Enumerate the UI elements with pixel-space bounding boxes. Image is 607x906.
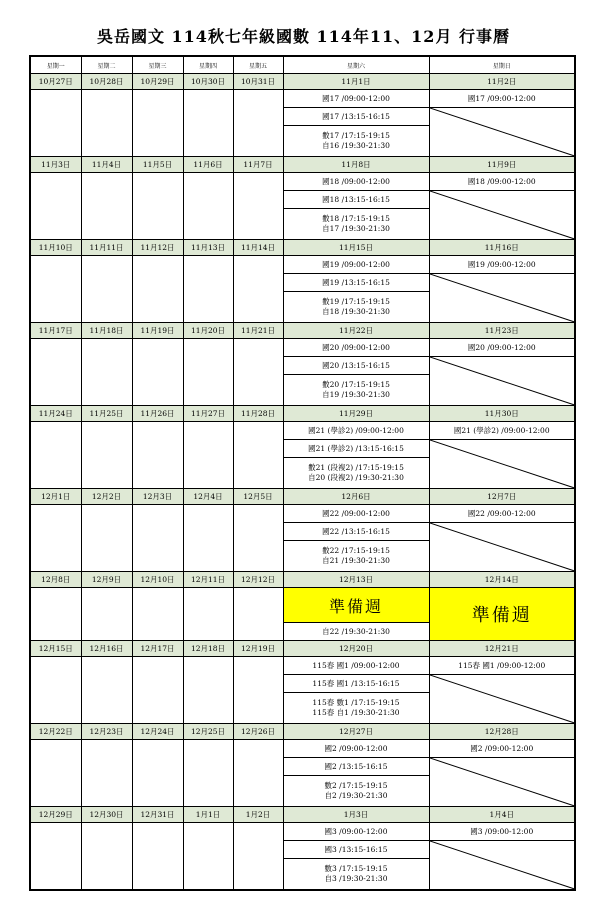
week-date-row (30, 240, 575, 256)
week-date-row (30, 489, 575, 505)
week-date-row (30, 323, 575, 339)
class-session: 國22 /13:15-16:15 (283, 523, 429, 541)
class-session: 115春 數1 /17:15-19:15 (312, 698, 400, 707)
week-date-row (30, 807, 575, 823)
date-cell-wed: 11月12日 (132, 240, 183, 256)
class-session: 自17 /19:30-21:30 (322, 224, 390, 233)
date-cell-wed: 12月10日 (132, 572, 183, 588)
class-session: 自2 /19:30-21:30 (324, 791, 388, 800)
date-cell-tue: 11月25日 (81, 406, 132, 422)
class-session: 國22 /09:00-12:00 (283, 505, 429, 523)
week-row (30, 90, 575, 108)
week-date-row (30, 572, 575, 588)
date-cell-sun: 11月16日 (429, 240, 575, 256)
date-cell-tue: 12月30日 (81, 807, 132, 823)
date-cell-tue: 11月11日 (81, 240, 132, 256)
empty-day-cell (81, 173, 132, 240)
week-row (30, 823, 575, 841)
empty-day-cell (233, 505, 283, 572)
empty-day-cell (30, 588, 81, 641)
date-cell-wed: 11月19日 (132, 323, 183, 339)
week-row (30, 173, 575, 191)
empty-day-cell (81, 823, 132, 891)
date-cell-mon: 12月15日 (30, 641, 81, 657)
class-session: 數21 (段複2) /17:15-19:15 (308, 463, 404, 472)
empty-day-cell (183, 588, 233, 641)
date-cell-wed: 12月31日 (132, 807, 183, 823)
week-row (30, 339, 575, 357)
date-cell-thu: 11月27日 (183, 406, 233, 422)
no-class-cell (429, 357, 575, 406)
date-cell-thu: 12月11日 (183, 572, 233, 588)
date-cell-sat: 11月15日 (283, 240, 429, 256)
class-session: 國3 /09:00-12:00 (283, 823, 429, 841)
class-session: 115春 國1 /13:15-16:15 (283, 675, 429, 693)
date-cell-mon: 12月29日 (30, 807, 81, 823)
empty-day-cell (233, 256, 283, 323)
date-cell-sun: 11月2日 (429, 74, 575, 90)
week-row (30, 588, 575, 623)
class-session-sunday: 國19 /09:00-12:00 (429, 256, 575, 274)
date-cell-tue: 11月4日 (81, 157, 132, 173)
empty-day-cell (132, 339, 183, 406)
date-cell-fri: 12月26日 (233, 724, 283, 740)
empty-day-cell (30, 740, 81, 807)
empty-day-cell (183, 740, 233, 807)
week-row (30, 256, 575, 274)
date-cell-sun: 11月9日 (429, 157, 575, 173)
date-cell-tue: 10月28日 (81, 74, 132, 90)
date-cell-thu: 11月13日 (183, 240, 233, 256)
empty-day-cell (183, 823, 233, 891)
empty-day-cell (132, 588, 183, 641)
empty-day-cell (183, 505, 233, 572)
empty-day-cell (183, 173, 233, 240)
empty-day-cell (183, 339, 233, 406)
class-session: 國17 /09:00-12:00 (283, 90, 429, 108)
date-cell-sat: 11月29日 (283, 406, 429, 422)
class-session: 國18 /13:15-16:15 (283, 191, 429, 209)
class-session: 數3 /17:15-19:15 (324, 864, 388, 873)
date-cell-mon: 11月3日 (30, 157, 81, 173)
empty-day-cell (30, 823, 81, 891)
empty-day-cell (30, 339, 81, 406)
empty-day-cell (30, 173, 81, 240)
class-session: 國21 (學診2) /13:15-16:15 (283, 440, 429, 458)
class-session: 數2 /17:15-19:15 (324, 781, 388, 790)
empty-day-cell (30, 422, 81, 489)
date-cell-tue: 12月9日 (81, 572, 132, 588)
date-cell-mon: 10月27日 (30, 74, 81, 90)
date-cell-wed: 12月3日 (132, 489, 183, 505)
no-class-cell (429, 675, 575, 724)
empty-day-cell (183, 422, 233, 489)
date-cell-mon: 12月22日 (30, 724, 81, 740)
empty-day-cell (30, 256, 81, 323)
diagonal-slash (430, 108, 575, 156)
class-session: 自19 /19:30-21:30 (322, 390, 390, 399)
date-cell-sat: 11月1日 (283, 74, 429, 90)
date-cell-thu: 12月4日 (183, 489, 233, 505)
class-session: 數17 /17:15-19:15 (322, 131, 390, 140)
class-session-pair (283, 541, 429, 572)
class-session: 115春 自1 /19:30-21:30 (312, 708, 400, 717)
class-session: 數20 /17:15-19:15 (322, 380, 390, 389)
class-session-pair (283, 375, 429, 406)
diagonal-slash (430, 841, 575, 889)
week-date-row (30, 157, 575, 173)
date-cell-fri: 11月21日 (233, 323, 283, 339)
class-session-sunday: 國2 /09:00-12:00 (429, 740, 575, 758)
date-cell-mon: 12月8日 (30, 572, 81, 588)
class-session: 115春 國1 /09:00-12:00 (283, 657, 429, 675)
class-session-pair (283, 693, 429, 724)
date-cell-mon: 11月24日 (30, 406, 81, 422)
header-sunday: 星期日 (429, 56, 575, 74)
empty-day-cell (81, 422, 132, 489)
week-row (30, 505, 575, 523)
empty-day-cell (30, 657, 81, 724)
no-class-cell (429, 191, 575, 240)
empty-day-cell (132, 90, 183, 157)
date-cell-wed: 12月24日 (132, 724, 183, 740)
date-cell-wed: 11月26日 (132, 406, 183, 422)
header-monday: 星期一 (30, 56, 81, 74)
no-class-cell (429, 108, 575, 157)
class-session: 國2 /09:00-12:00 (283, 740, 429, 758)
empty-day-cell (81, 256, 132, 323)
class-session: 國20 /13:15-16:15 (283, 357, 429, 375)
empty-day-cell (30, 505, 81, 572)
header-friday: 星期五 (233, 56, 283, 74)
date-cell-tue: 11月18日 (81, 323, 132, 339)
no-class-cell (429, 841, 575, 891)
empty-day-cell (132, 823, 183, 891)
diagonal-slash (430, 523, 575, 571)
empty-day-cell (30, 90, 81, 157)
date-cell-fri: 11月28日 (233, 406, 283, 422)
class-session: 自22 /19:30-21:30 (283, 623, 429, 641)
date-cell-fri: 12月12日 (233, 572, 283, 588)
date-cell-fri: 11月7日 (233, 157, 283, 173)
class-session: 國2 /13:15-16:15 (283, 758, 429, 776)
class-session: 自3 /19:30-21:30 (324, 874, 388, 883)
date-cell-sun: 1月4日 (429, 807, 575, 823)
header-saturday: 星期六 (283, 56, 429, 74)
empty-day-cell (81, 339, 132, 406)
empty-day-cell (132, 173, 183, 240)
date-cell-sat: 12月6日 (283, 489, 429, 505)
empty-day-cell (132, 740, 183, 807)
class-session: 自16 /19:30-21:30 (322, 141, 390, 150)
date-cell-thu: 12月18日 (183, 641, 233, 657)
header-thursday: 星期四 (183, 56, 233, 74)
empty-day-cell (81, 505, 132, 572)
prep-week-label: 準備週 (283, 588, 429, 623)
date-cell-sat: 12月13日 (283, 572, 429, 588)
date-cell-tue: 12月2日 (81, 489, 132, 505)
diagonal-slash (430, 274, 575, 322)
diagonal-slash (430, 758, 575, 806)
class-session: 國20 /09:00-12:00 (283, 339, 429, 357)
page-title: 吳岳國文 114秋七年級國數 114年11、12月 行事曆 (96, 27, 511, 46)
empty-day-cell (132, 657, 183, 724)
date-cell-fri: 12月19日 (233, 641, 283, 657)
class-session-pair (283, 126, 429, 157)
date-cell-mon: 12月1日 (30, 489, 81, 505)
diagonal-slash (430, 675, 575, 723)
header-tuesday: 星期二 (81, 56, 132, 74)
date-cell-sun: 11月30日 (429, 406, 575, 422)
class-session-pair (283, 458, 429, 489)
class-session-sunday: 國22 /09:00-12:00 (429, 505, 575, 523)
date-cell-sat: 12月27日 (283, 724, 429, 740)
empty-day-cell (233, 657, 283, 724)
class-session: 數22 /17:15-19:15 (322, 546, 390, 555)
date-cell-sat: 1月3日 (283, 807, 429, 823)
diagonal-slash (430, 357, 575, 405)
no-class-cell (429, 274, 575, 323)
date-cell-sun: 12月14日 (429, 572, 575, 588)
date-cell-thu: 1月1日 (183, 807, 233, 823)
no-class-cell (429, 758, 575, 807)
class-session: 國21 (學診2) /09:00-12:00 (283, 422, 429, 440)
empty-day-cell (183, 256, 233, 323)
class-session-sunday: 國21 (學診2) /09:00-12:00 (429, 422, 575, 440)
date-cell-tue: 12月23日 (81, 724, 132, 740)
empty-day-cell (233, 588, 283, 641)
class-session-sunday: 國17 /09:00-12:00 (429, 90, 575, 108)
empty-day-cell (233, 90, 283, 157)
empty-day-cell (233, 823, 283, 891)
calendar-table (29, 55, 576, 891)
date-cell-wed: 10月29日 (132, 74, 183, 90)
class-session: 自18 /19:30-21:30 (322, 307, 390, 316)
no-class-cell (429, 440, 575, 489)
date-cell-sun: 11月23日 (429, 323, 575, 339)
class-session: 國19 /13:15-16:15 (283, 274, 429, 292)
prep-week-label-sunday: 準備週 (429, 588, 575, 641)
no-class-cell (429, 523, 575, 572)
date-cell-sat: 11月22日 (283, 323, 429, 339)
class-session-sunday: 國18 /09:00-12:00 (429, 173, 575, 191)
week-date-row (30, 74, 575, 90)
week-date-row (30, 724, 575, 740)
class-session-pair (283, 292, 429, 323)
date-cell-wed: 11月5日 (132, 157, 183, 173)
empty-day-cell (183, 90, 233, 157)
diagonal-slash (430, 440, 575, 488)
date-cell-sat: 11月8日 (283, 157, 429, 173)
date-cell-thu: 12月25日 (183, 724, 233, 740)
week-date-row (30, 641, 575, 657)
class-session: 國17 /13:15-16:15 (283, 108, 429, 126)
class-session: 國19 /09:00-12:00 (283, 256, 429, 274)
date-cell-fri: 1月2日 (233, 807, 283, 823)
class-session-pair (283, 209, 429, 240)
date-cell-sun: 12月7日 (429, 489, 575, 505)
date-cell-fri: 11月14日 (233, 240, 283, 256)
date-cell-sun: 12月21日 (429, 641, 575, 657)
date-cell-sat: 12月20日 (283, 641, 429, 657)
class-session: 自21 /19:30-21:30 (322, 556, 390, 565)
class-session: 國3 /13:15-16:15 (283, 841, 429, 859)
header-wednesday: 星期三 (132, 56, 183, 74)
class-session-pair (283, 776, 429, 807)
empty-day-cell (183, 657, 233, 724)
date-cell-tue: 12月16日 (81, 641, 132, 657)
empty-day-cell (233, 422, 283, 489)
empty-day-cell (81, 588, 132, 641)
class-session: 數18 /17:15-19:15 (322, 214, 390, 223)
empty-day-cell (81, 657, 132, 724)
week-row (30, 422, 575, 440)
date-cell-thu: 10月30日 (183, 74, 233, 90)
class-session: 數19 /17:15-19:15 (322, 297, 390, 306)
empty-day-cell (81, 740, 132, 807)
class-session: 國18 /09:00-12:00 (283, 173, 429, 191)
date-cell-thu: 11月6日 (183, 157, 233, 173)
week-date-row (30, 406, 575, 422)
empty-day-cell (132, 256, 183, 323)
class-session-sunday: 115春 國1 /09:00-12:00 (429, 657, 575, 675)
empty-day-cell (233, 173, 283, 240)
week-row (30, 657, 575, 675)
date-cell-mon: 11月17日 (30, 323, 81, 339)
empty-day-cell (233, 740, 283, 807)
class-session-pair (283, 859, 429, 891)
date-cell-mon: 11月10日 (30, 240, 81, 256)
empty-day-cell (233, 339, 283, 406)
empty-day-cell (81, 90, 132, 157)
date-cell-fri: 10月31日 (233, 74, 283, 90)
date-cell-thu: 11月20日 (183, 323, 233, 339)
diagonal-slash (430, 191, 575, 239)
date-cell-sun: 12月28日 (429, 724, 575, 740)
empty-day-cell (132, 505, 183, 572)
header-row (30, 56, 575, 74)
empty-day-cell (132, 422, 183, 489)
class-session: 自20 (段複2) /19:30-21:30 (308, 473, 404, 482)
week-row (30, 740, 575, 758)
class-session-sunday: 國20 /09:00-12:00 (429, 339, 575, 357)
class-session-sunday: 國3 /09:00-12:00 (429, 823, 575, 841)
date-cell-fri: 12月5日 (233, 489, 283, 505)
date-cell-wed: 12月17日 (132, 641, 183, 657)
